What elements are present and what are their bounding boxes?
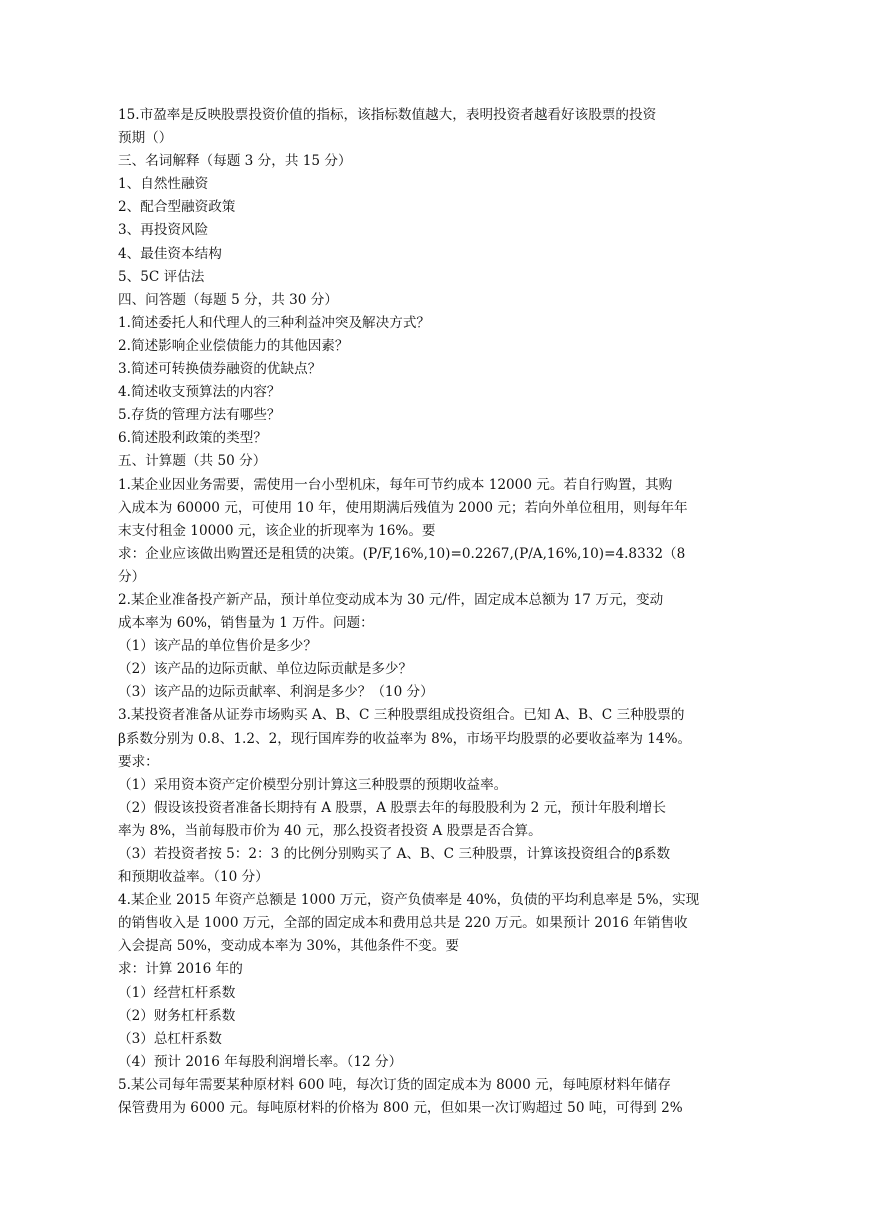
calc-3-sub-3-line-2: 和预期收益率。（10 分）	[118, 869, 269, 886]
short-answer-item-5: 5.存货的管理方法有哪些？	[118, 407, 281, 424]
term-item-3: 3、再投资风险	[118, 222, 209, 239]
question-15-line-2: 预期（）	[118, 130, 173, 147]
calc-3-line-1: 3.某投资者准备从证券市场购买 A、B、C 三种股票组成投资组合。已知 A、B、C 三种股票的	[118, 707, 685, 724]
short-answer-item-6: 6.简述股利政策的类型？	[118, 430, 267, 447]
section-heading-calculation: 五、计算题（共 50 分）	[118, 453, 267, 470]
calc-1-line-5: 分）	[118, 568, 146, 585]
calc-4-line-3: 入会提高 50%，变动成本率为 30%，其他条件不变。要	[118, 938, 459, 955]
calc-4-line-2: 的销售收入是 1000 万元，全部的固定成本和费用总共是 220 万元。如果预计 2016 年销售收	[118, 915, 688, 932]
short-answer-item-4: 4.简述收支预算法的内容？	[118, 384, 281, 401]
calc-4-sub-4: （4）预计 2016 年每股利润增长率。（12 分）	[118, 1053, 403, 1070]
term-item-4: 4、最佳资本结构	[118, 245, 222, 262]
calc-1-line-3: 末支付租金 10000 元，该企业的折现率为 16%。要	[118, 522, 436, 539]
calc-4-sub-1: （1）经营杠杆系数	[118, 984, 236, 1001]
calc-5-line-1: 5.某公司每年需要某种原材料 600 吨，每次订货的固定成本为 8000 元，每吨原材料年储存	[118, 1076, 671, 1093]
term-item-5: 5、5C 评估法	[118, 268, 205, 285]
calc-5-line-2: 保管费用为 6000 元。每吨原材料的价格为 800 元，但如果一次订购超过 50 吨，可得到 2%	[118, 1100, 683, 1117]
short-answer-item-1: 1.简述委托人和代理人的三种利益冲突及解决方式？	[118, 314, 431, 331]
section-heading-terms: 三、名词解释（每题 3 分，共 15 分）	[118, 153, 352, 170]
calc-1-line-4: 求：企业应该做出购置还是租赁的决策。(P/F,16%,10)=0.2267,(P/A,16%,10)=4.8332（8	[118, 545, 686, 562]
calc-3-sub-2-line-2: 率为 8%，当前每股市价为 40 元，那么投资者投资 A 股票是否合算。	[118, 822, 542, 839]
calc-2-line-1: 2.某企业准备投产新产品，预计单位变动成本为 30 元/件，固定成本总额为 17 万元，变动	[118, 591, 664, 608]
calc-3-sub-3-line-1: （3）若投资者按 5：2：3 的比例分别购买了 A、B、C 三种股票，计算该投资组合的β系数	[118, 846, 671, 862]
calc-3-sub-2-line-1: （2）假设该投资者准备长期持有 A 股票，A 股票去年的每股股利为 2 元，预计年股利增长	[118, 799, 666, 816]
term-item-1: 1、自然性融资	[118, 176, 209, 193]
calc-2-sub-1: （1）该产品的单位售价是多少？	[118, 638, 317, 655]
short-answer-item-3: 3.简述可转换债券融资的优缺点？	[118, 361, 322, 378]
question-15-line-1: 15.市盈率是反映股票投资价值的指标，该指标数值越大，表明投资者越看好该股票的投资	[118, 107, 657, 123]
calc-1-line-1: 1.某企业因业务需要，需使用一台小型机床，每年可节约成本 12000 元。若自行购置，其购	[118, 476, 673, 493]
document-page	[118, 104, 740, 1120]
calc-4-line-1: 4.某企业 2015 年资产总额是 1000 万元，资产负债率是 40%，负债的平均利息率是 5%，实现	[118, 892, 700, 909]
section-heading-short-answer: 四、问答题（每题 5 分，共 30 分）	[118, 291, 338, 308]
calc-4-line-4: 求：计算 2016 年的	[118, 961, 243, 978]
calc-1-line-2: 入成本为 60000 元，可使用 10 年，使用期满后残值为 2000 元；若向外单位租用，则每年年	[118, 499, 688, 516]
calc-2-sub-3: （3）该产品的边际贡献率、利润是多少？（10 分）	[118, 684, 434, 701]
short-answer-item-2: 2.简述影响企业偿债能力的其他因素？	[118, 337, 349, 354]
calc-3-line-2: β系数分别为 0.8、1.2、2，现行国库券的收益率为 8%，市场平均股票的必要收益率为 14%。	[118, 730, 692, 747]
calc-2-line-2: 成本率为 60%，销售量为 1 万件。问题：	[118, 615, 374, 632]
calc-4-sub-3: （3）总杠杆系数	[118, 1030, 222, 1047]
calc-2-sub-2: （2）该产品的边际贡献、单位边际贡献是多少？	[118, 661, 413, 678]
calc-4-sub-2: （2）财务杠杆系数	[118, 1007, 236, 1024]
term-item-2: 2、配合型融资政策	[118, 199, 236, 216]
calc-3-line-3: 要求：	[118, 753, 159, 770]
calc-3-sub-1: （1）采用资本资产定价模型分别计算这三种股票的预期收益率。	[118, 776, 508, 793]
